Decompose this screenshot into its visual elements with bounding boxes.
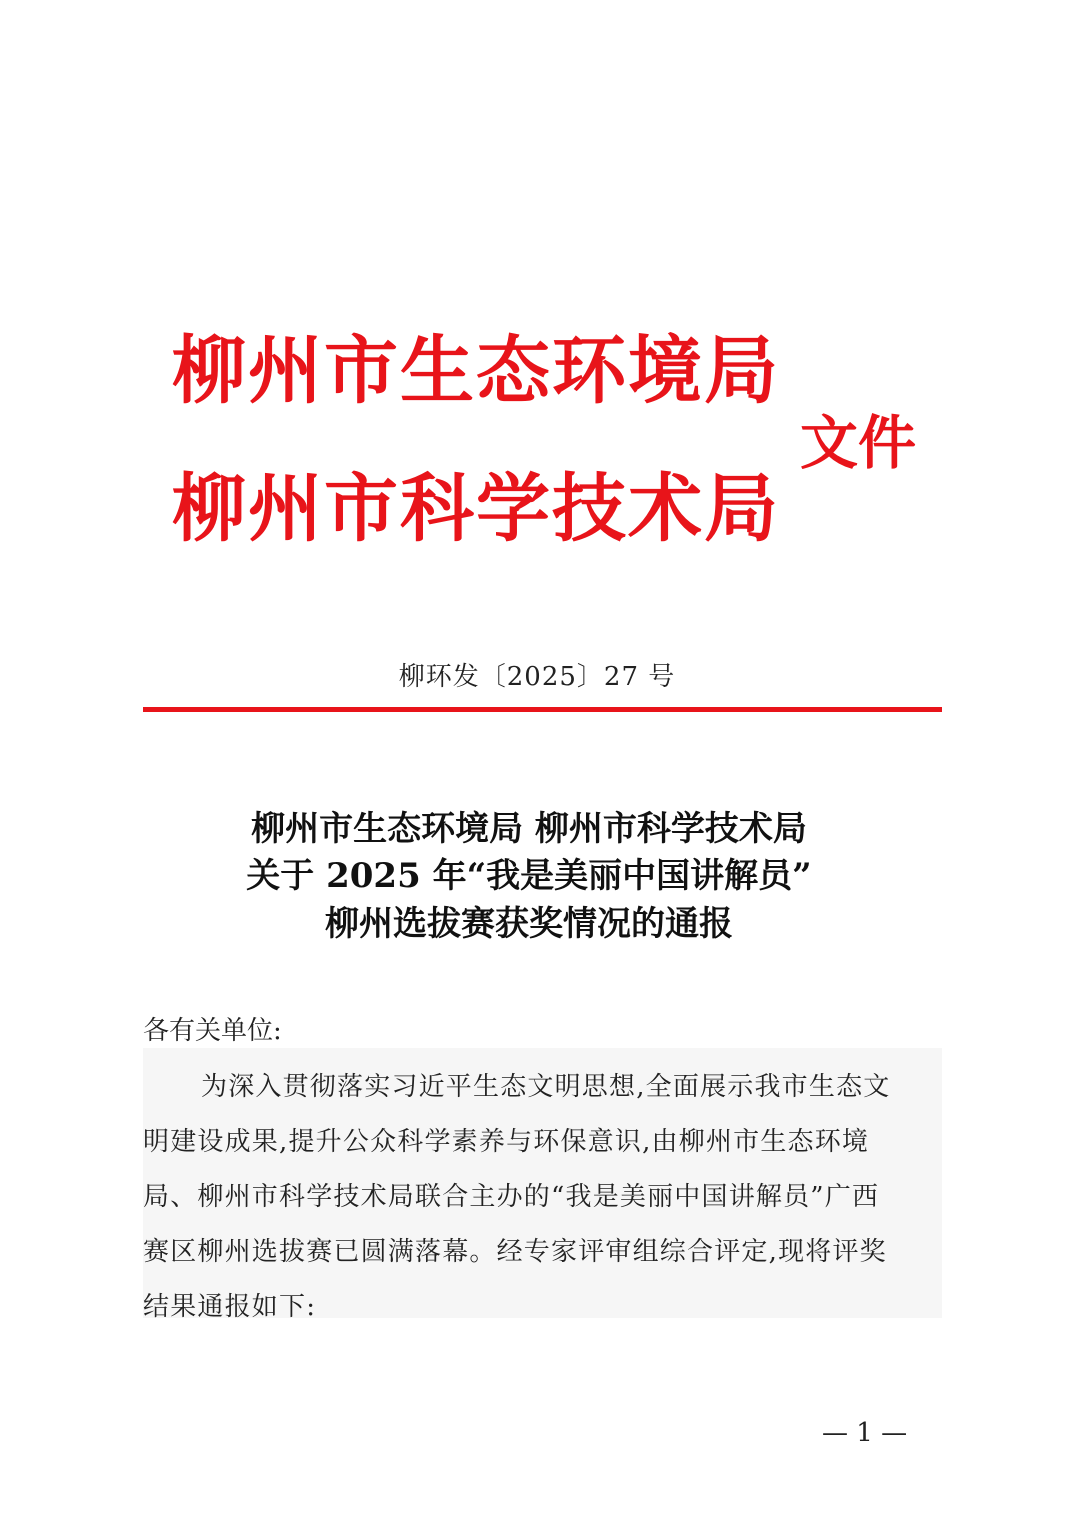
title-line-1: 柳州市生态环境局 柳州市科学技术局 [251, 809, 807, 849]
salutation: 各有关单位: [143, 1016, 282, 1046]
document-number: 柳环发〔2025〕27 号 [398, 662, 676, 692]
body-line: 明建设成果,提升公众科学素养与环保意识,由柳州市生态环境 [143, 1127, 870, 1157]
issuing-org-2: 柳州市科学技术局 [172, 466, 780, 552]
body-line: 赛区柳州选拔赛已圆满落幕。经专家评审组综合评定,现将评奖 [143, 1237, 887, 1267]
page-number: — 1 — [822, 1418, 908, 1448]
title-line-2: 关于 2025 年“我是美丽中国讲解员” [246, 856, 812, 896]
body-line: 结果通报如下: [143, 1292, 317, 1322]
body-line: 局、柳州市科学技术局联合主办的“我是美丽中国讲解员”广西 [143, 1182, 880, 1212]
red-divider [143, 707, 942, 712]
title-line-3: 柳州选拔赛获奖情况的通报 [325, 904, 733, 944]
body-line: 为深入贯彻落实习近平生态文明思想,全面展示我市生态文 [201, 1072, 891, 1102]
header-suffix: 文件 [800, 409, 917, 477]
issuing-org-1: 柳州市生态环境局 [172, 328, 780, 414]
body-paragraph [143, 1048, 942, 1322]
